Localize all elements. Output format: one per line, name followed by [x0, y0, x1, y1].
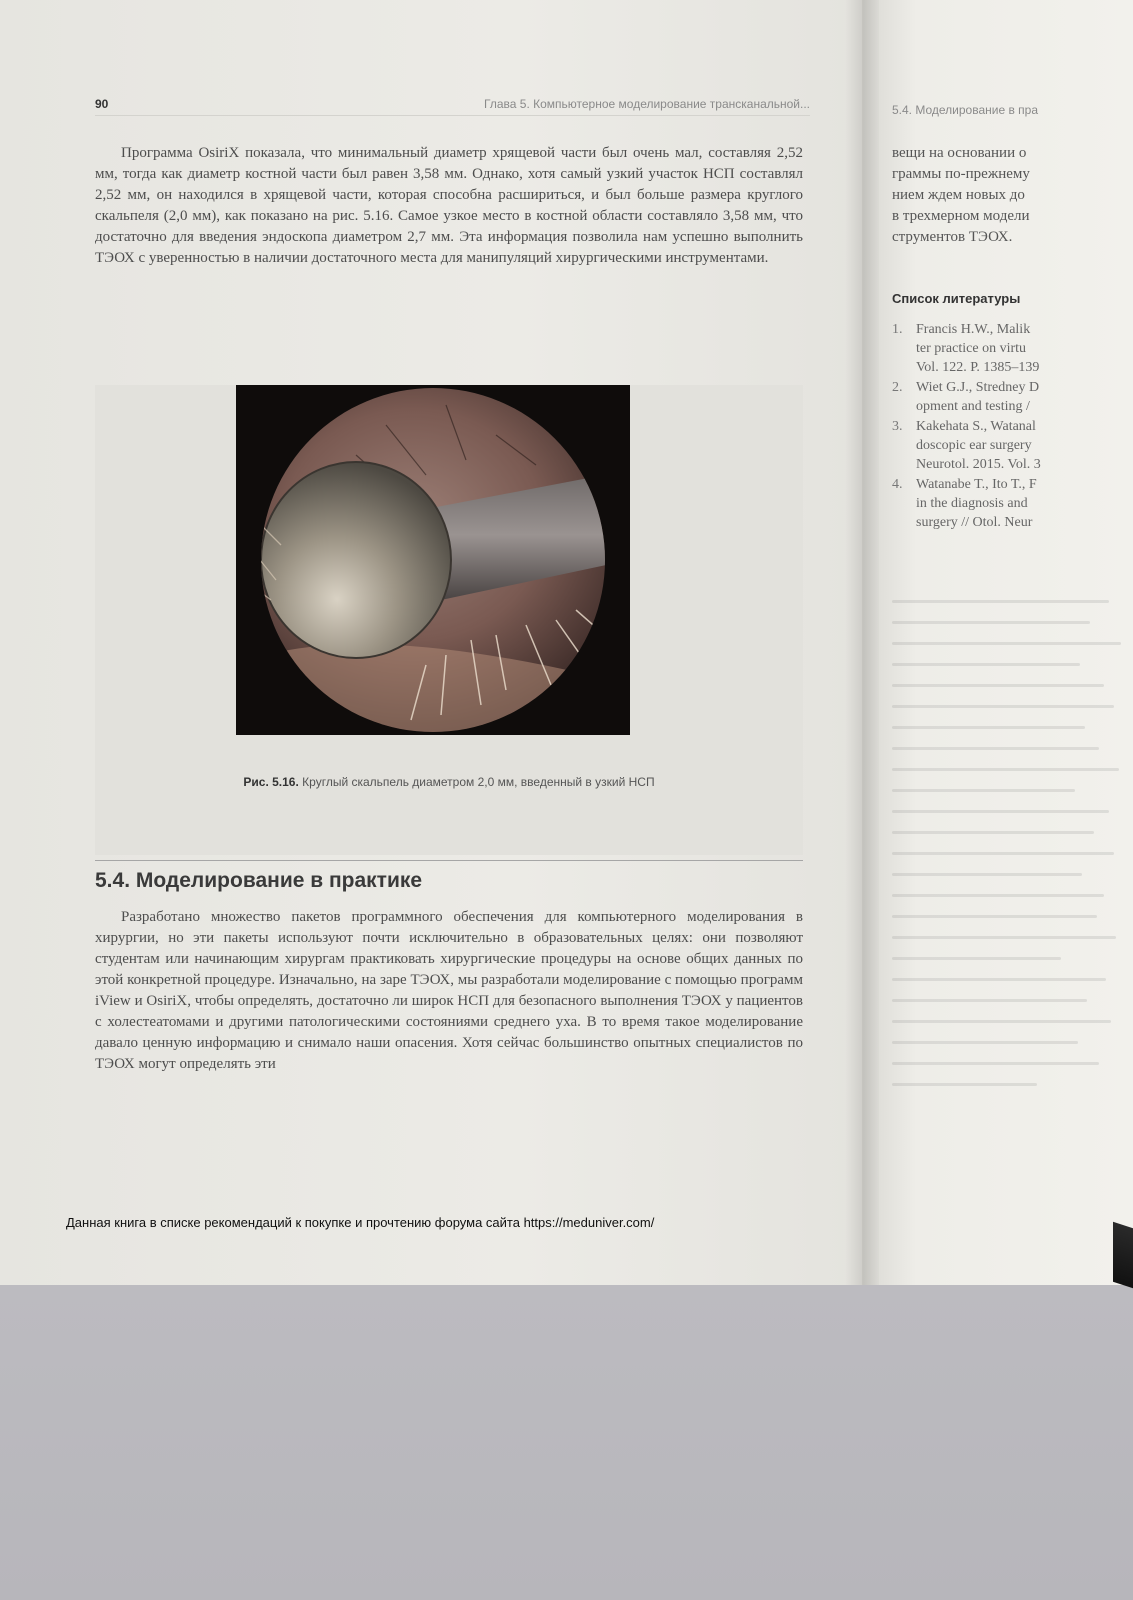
page-corner-shadow	[1113, 1222, 1133, 1288]
reference-line: opment and testing /	[916, 399, 1030, 414]
reference-line: Vol. 122. P. 1385–139	[916, 360, 1040, 375]
reference-item	[892, 378, 1133, 416]
endoscopic-photo	[236, 385, 630, 735]
reference-item	[892, 320, 1133, 377]
references-heading: Список литературы	[892, 291, 1021, 306]
text-line: граммы по-прежнему	[892, 166, 1030, 182]
figure-caption	[95, 775, 803, 789]
page-number: 90	[95, 97, 109, 111]
reference-line: surgery // Otol. Neur	[916, 515, 1033, 530]
text-line: в трехмерном модели	[892, 208, 1030, 224]
section-divider	[95, 860, 803, 861]
figure-number: Рис. 5.16.	[243, 775, 299, 789]
chapter-title: Глава 5. Компьютерное моделирование трансканальной...	[484, 97, 810, 111]
faded-bleedthrough-text	[892, 600, 1133, 1104]
section-heading: 5.4. Моделирование в практике	[95, 869, 423, 892]
reference-line: Francis H.W., Malik	[916, 322, 1031, 337]
figure-caption-text: Круглый скальпель диаметром 2,0 мм, введенный в узкий НСП	[302, 775, 655, 789]
reference-item	[892, 417, 1133, 474]
right-text-block	[892, 143, 1133, 248]
reference-number: 4.	[892, 477, 903, 492]
running-header	[95, 97, 810, 116]
reference-line: Kakehata S., Watanal	[916, 419, 1036, 434]
reference-number: 3.	[892, 419, 903, 434]
reference-number: 2.	[892, 380, 903, 395]
text-line: вещи на основании о	[892, 145, 1027, 161]
reference-item	[892, 475, 1133, 532]
reference-line: Wiet G.J., Stredney D	[916, 380, 1040, 395]
reference-line: Watanabe T., Ito T., F	[916, 477, 1037, 492]
references-list	[892, 320, 1133, 533]
text-line: струментов ТЭОХ.	[892, 229, 1013, 245]
endoscope-view-graphic	[236, 385, 630, 735]
book-fold-shadow	[845, 0, 879, 1285]
footer-note: Данная книга в списке рекомендаций к покупке и прочтению форума сайта https://meduniver.com/	[66, 1215, 655, 1230]
reference-line: Neurotol. 2015. Vol. 3	[916, 457, 1041, 472]
scan-background	[0, 1285, 1133, 1600]
reference-line: doscopic ear surgery	[916, 438, 1032, 453]
reference-line: in the diagnosis and	[916, 496, 1028, 511]
reference-line: ter practice on virtu	[916, 341, 1027, 356]
text-line: нием ждем новых до	[892, 187, 1025, 203]
reference-number: 1.	[892, 322, 903, 337]
right-running-header: 5.4. Моделирование в пра	[892, 103, 1039, 117]
body-paragraph: Разработано множество пакетов программного обеспечения для компьютерного моделирования в хирургии, но эти пакеты используют почти исключительно в образовательных целях: они позволяют студентам или начинающим хирургам практиковать хирургические процедуры на основе общих данных по этой конкретной процедуре. Изначально, на заре ТЭОХ, мы разработали моделирование с помощью программ iView и OsiriX, чтобы определять, достаточно ли широк НСП для безопасного выполнения ТЭОХ у пациентов с холестеатомами и другими патологическими состояниями среднего уха. В то время такое моделирование давало ценную информацию и снимало наши опасения. Хотя сейчас большинство опытных специалистов по ТЭОХ могут определять эти	[95, 909, 803, 1072]
body-paragraph: Программа OsiriX показала, что минимальный диаметр хрящевой части был очень мал, составляя 2,52 мм, тогда как диаметр костной части был равен 3,58 мм. Однако, хотя самый узкий участок НСП составлял 2,52 мм, он находился в хрящевой части, которая способна расшириться, и был больше размера круглого скальпеля (2,0 мм), как показано на рис. 5.16. Самое узкое место в костной области составляло 3,58 мм, что достаточно для введения эндоскопа диаметром 2,7 мм. Эта информация позволила нам успешно выполнить ТЭОХ с уверенностью в наличии достаточного места для манипуляций хирургическими инструментами.	[95, 145, 803, 266]
